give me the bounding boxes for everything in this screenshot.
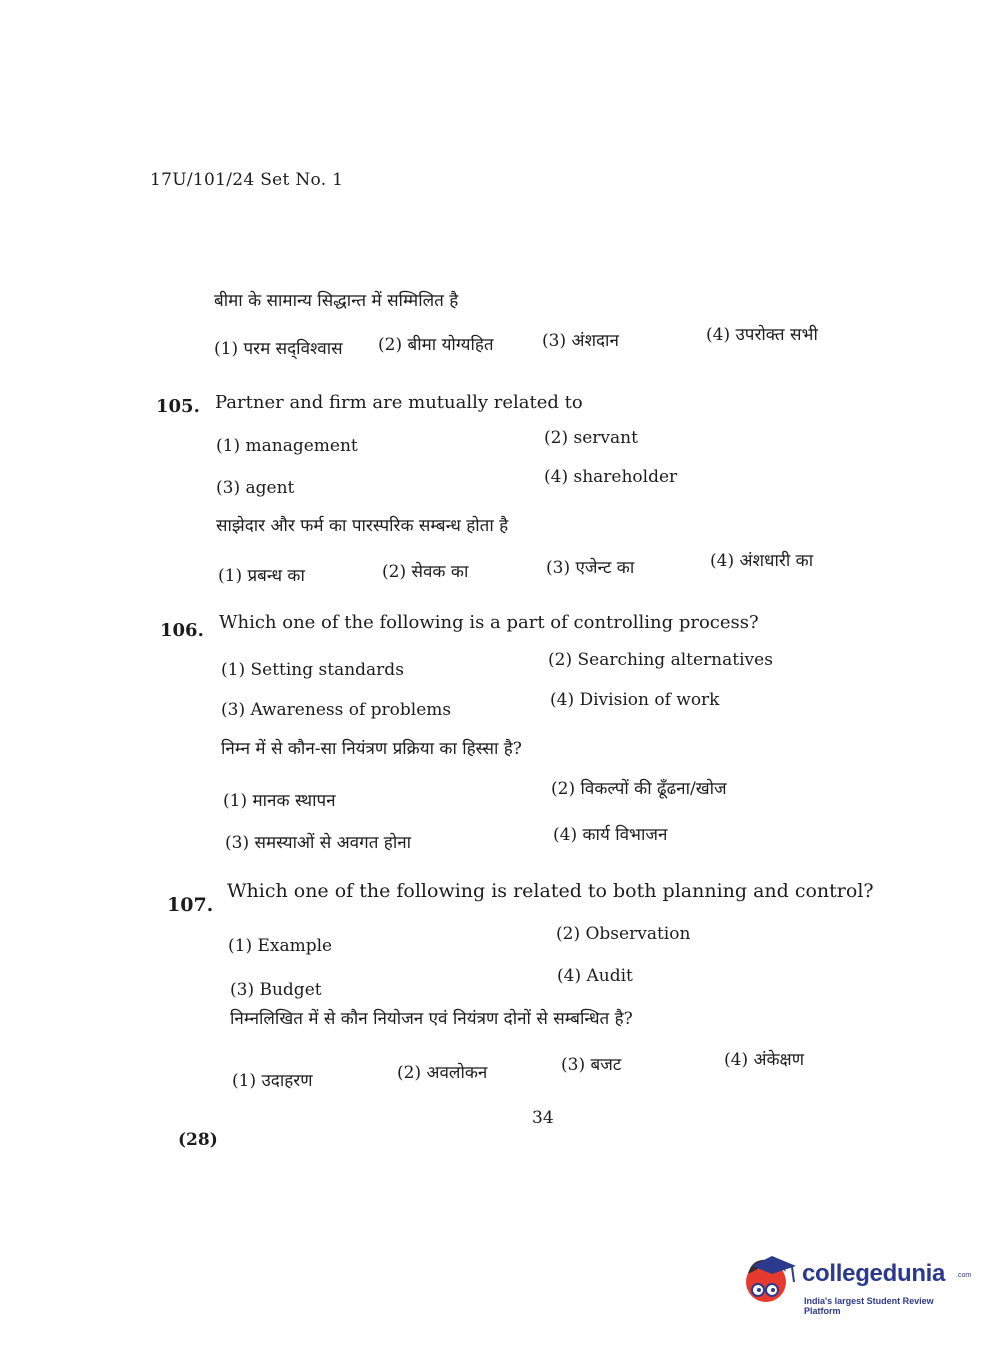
logo-tagline: India's largest Student Review Platform bbox=[804, 1296, 934, 1316]
q107-option-4: (4) Audit bbox=[557, 966, 633, 986]
q107-hindi-option-2: (2) अवलोकन bbox=[397, 1063, 488, 1083]
mascot-icon bbox=[742, 1252, 800, 1310]
q104-hindi-option-1: (1) परम सद्‌विश्वास bbox=[214, 339, 343, 359]
q106-option-1: (1) Setting standards bbox=[221, 660, 404, 680]
q106-option-3: (3) Awareness of problems bbox=[221, 700, 452, 720]
page-number: 34 bbox=[532, 1108, 554, 1128]
q105-hindi-option-1: (1) प्रबन्ध का bbox=[218, 566, 305, 586]
footer-code: (28) bbox=[178, 1130, 218, 1150]
q105-option-1: (1) management bbox=[216, 436, 358, 456]
q105-option-3: (3) agent bbox=[216, 478, 295, 498]
q105-hindi-question: साझेदार और फर्म का पारस्परिक सम्बन्ध होता है bbox=[216, 516, 509, 536]
q107-option-1: (1) Example bbox=[228, 936, 333, 956]
q107-option-3: (3) Budget bbox=[230, 980, 322, 1000]
q106-hindi-option-4: (4) कार्य विभाजन bbox=[553, 825, 668, 845]
q104-hindi-option-4: (4) उपरोक्त सभी bbox=[706, 325, 818, 345]
paper-code-header: 17U/101/24 Set No. 1 bbox=[150, 170, 344, 190]
q107-question: Which one of the following is related to both planning and control? bbox=[227, 880, 874, 902]
q106-hindi-option-1: (1) मानक स्थापन bbox=[223, 791, 336, 811]
q107-hindi-option-1: (1) उदाहरण bbox=[232, 1071, 313, 1091]
q106-question: Which one of the following is a part of controlling process? bbox=[219, 612, 759, 633]
logo-domain-suffix: .com bbox=[956, 1272, 972, 1279]
q105-option-2: (2) servant bbox=[544, 428, 638, 448]
q107-option-2: (2) Observation bbox=[556, 924, 691, 944]
q105-question: Partner and firm are mutually related to bbox=[215, 392, 583, 413]
q106-number: 106. bbox=[160, 620, 204, 641]
q107-number: 107. bbox=[167, 894, 214, 916]
q105-hindi-option-4: (4) अंशधारी का bbox=[710, 551, 814, 571]
q106-hindi-option-3: (3) समस्याओं से अवगत होना bbox=[225, 833, 412, 853]
q106-hindi-question: निम्न में से कौन-सा नियंत्रण प्रक्रिया का हिस्सा है? bbox=[221, 739, 522, 759]
q104-hindi-option-3: (3) अंशदान bbox=[542, 331, 619, 351]
q106-option-4: (4) Division of work bbox=[550, 690, 720, 710]
q107-hindi-question: निम्नलिखित में से कौन नियोजन एवं नियंत्रण दोनों से सम्बन्धित है? bbox=[230, 1009, 633, 1029]
q105-option-4: (4) shareholder bbox=[544, 467, 678, 487]
q107-hindi-option-3: (3) बजट bbox=[561, 1055, 622, 1075]
collegedunia-logo bbox=[742, 1250, 972, 1330]
q107-hindi-option-4: (4) अंकेक्षण bbox=[724, 1050, 805, 1070]
q106-option-2: (2) Searching alternatives bbox=[548, 650, 773, 670]
q105-hindi-option-2: (2) सेवक का bbox=[382, 562, 469, 582]
q104-hindi-option-2: (2) बीमा योग्यहित bbox=[378, 335, 494, 355]
q105-number: 105. bbox=[156, 396, 200, 417]
q104-hindi-question: बीमा के सामान्य सिद्धान्त में सम्मिलित है bbox=[214, 291, 459, 311]
q105-hindi-option-3: (3) एजेन्ट का bbox=[546, 558, 635, 578]
logo-wordmark: collegedunia bbox=[802, 1260, 946, 1287]
q106-hindi-option-2: (2) विकल्पों की ढूँढना/खोज bbox=[551, 779, 727, 799]
